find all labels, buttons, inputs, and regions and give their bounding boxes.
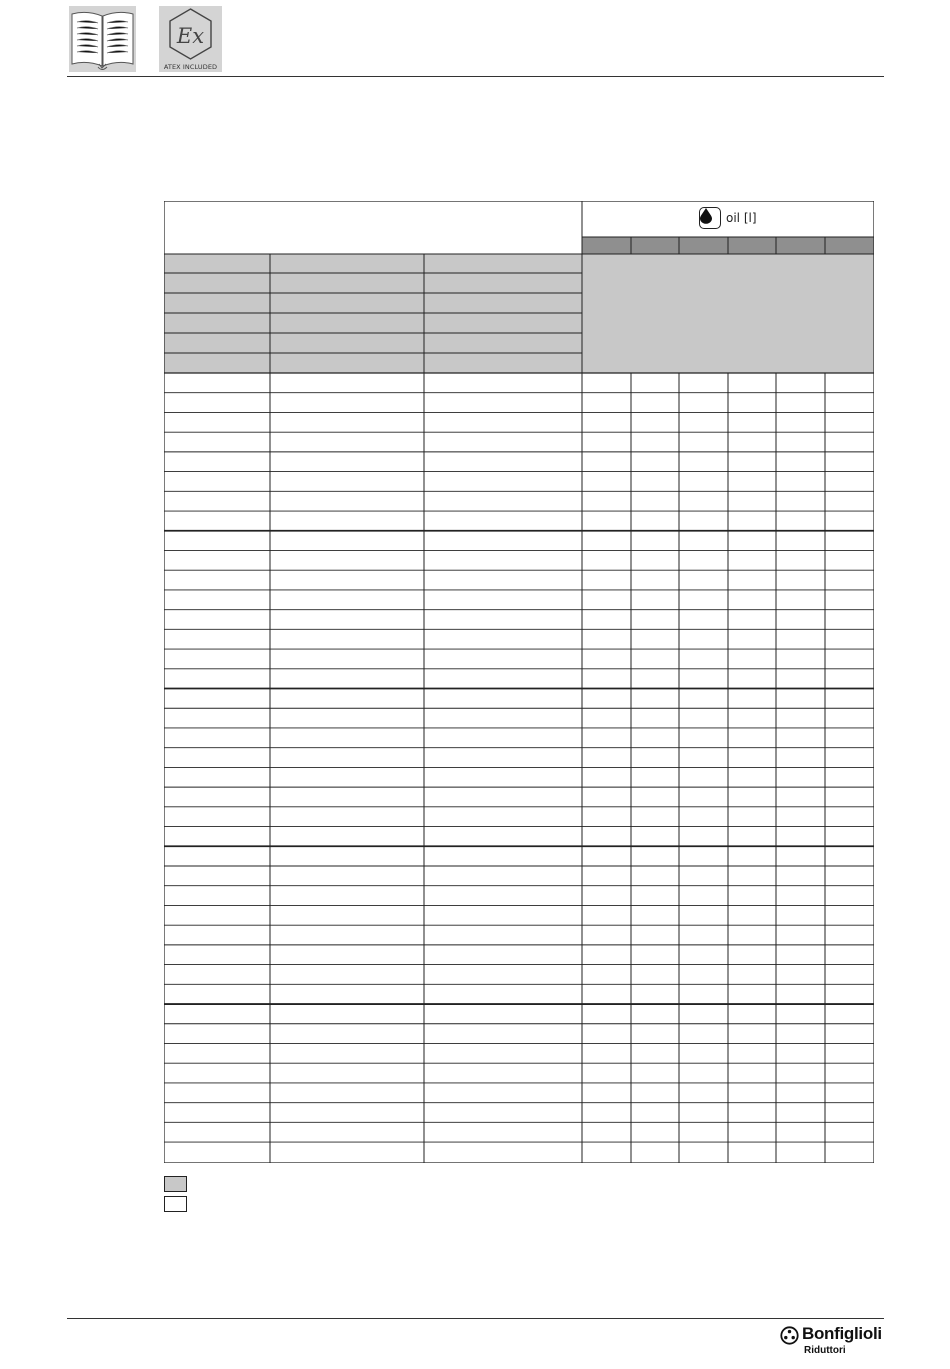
manual-icon	[69, 6, 136, 72]
oil-column-header	[699, 207, 757, 229]
brand-name: Bonfiglioli	[802, 1324, 882, 1343]
atex-icon	[159, 6, 222, 72]
legend-white-swatch	[164, 1196, 187, 1212]
oil-header-shading	[582, 254, 874, 373]
oil-drop-icon	[699, 207, 721, 229]
bonfiglioli-logo-icon	[780, 1326, 799, 1345]
oil-quantity-table	[164, 201, 874, 1163]
ex-mark: Ex	[176, 24, 205, 48]
table-grid	[164, 201, 874, 1163]
brand-subtitle: Riduttori	[804, 1345, 846, 1356]
brand-logo	[780, 1326, 890, 1362]
oil-unit-label: oil [l]	[726, 211, 757, 225]
atex-label: ATEX INCLUDED	[163, 63, 218, 71]
header-divider	[67, 76, 884, 77]
footer-divider	[67, 1318, 884, 1319]
legend-grey-swatch	[164, 1176, 187, 1192]
